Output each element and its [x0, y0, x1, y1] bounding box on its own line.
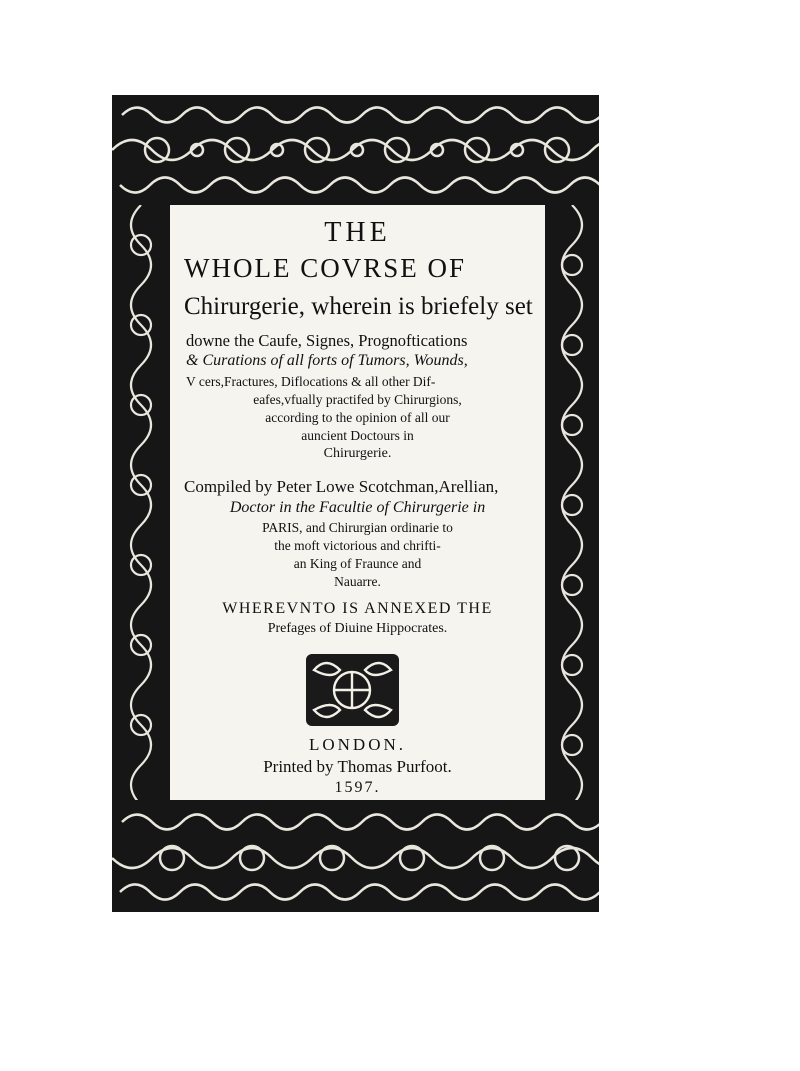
line-vlcers: V cers,Fractures, Diflocations & all other Dif-	[186, 374, 436, 389]
imprint-london: LONDON.	[308, 735, 407, 754]
line-curations: & Curations of all forts of Tumors, Wounds,	[186, 352, 468, 369]
title-whole-course: WHOLE COVRSE OF	[184, 253, 467, 283]
line-chirurgerie: Chirurgerie, wherein is briefely set	[184, 293, 533, 320]
line-downe: downe the Caufe, Signes, Prognoftications	[186, 331, 468, 350]
line-whereunto: WHEREVNTO IS ANNEXED THE	[222, 600, 493, 617]
line-chirurgerie-2: Chirurgerie.	[323, 446, 392, 461]
imprint-printer: Printed by Thomas Purfoot.	[263, 757, 452, 776]
line-according: according to the opinion of all our	[265, 410, 450, 425]
line-most: the moft victorious and chrifti-	[274, 538, 441, 553]
title-text-panel	[170, 205, 545, 800]
line-doctor: Doctor in the Facultie of Chirurgerie in	[229, 499, 486, 516]
woodcut-border-top-icon	[112, 95, 599, 205]
title-the: THE	[324, 217, 391, 248]
imprint-year: 1597.	[334, 779, 381, 796]
line-presages: Prefages of Diuine Hippocrates.	[267, 621, 448, 636]
line-nauarre: Nauarre.	[334, 574, 381, 589]
line-compiled: Compiled by Peter Lowe Scotchman,Arellian,	[184, 477, 499, 496]
line-paris: PARIS, and Chirurgian ordinarie to	[262, 520, 453, 535]
line-auncient: auncient Doctours in	[301, 428, 414, 443]
line-king: an King of Fraunce and	[293, 556, 422, 571]
woodcut-border-left-icon	[112, 205, 170, 800]
woodcut-border-bottom-icon	[112, 800, 599, 912]
printers-ornament-icon	[300, 650, 405, 730]
line-cases: eafes,vfually practifed by Chirurgions,	[253, 392, 462, 407]
